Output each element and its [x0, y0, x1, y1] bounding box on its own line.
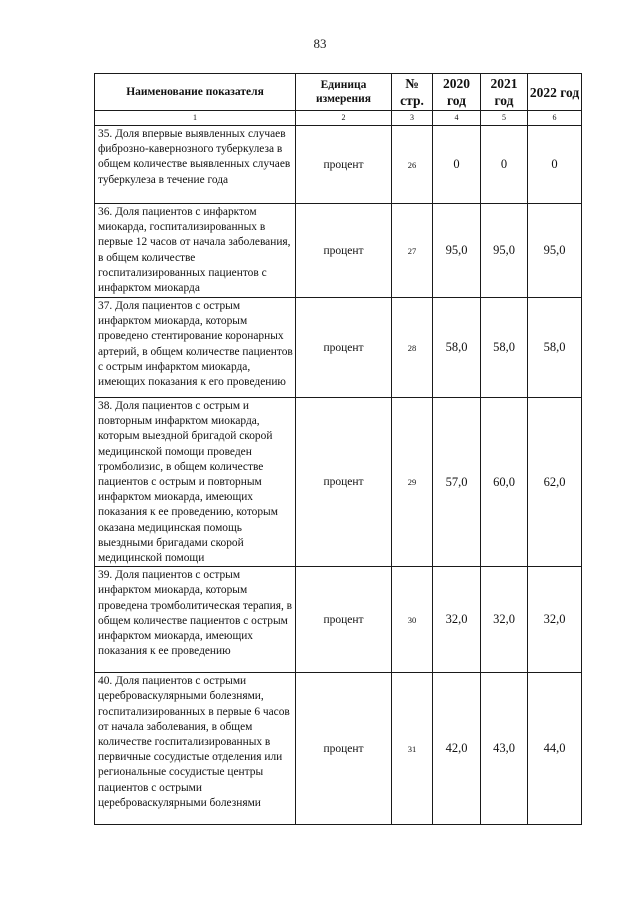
- indicator-name: 39. Доля пациентов с острым инфарктом миокарда, которым проведена тромболитическая терапия, в общем количестве пациентов с острым инфарктом миокарда, имеющих показания к ее проведению: [95, 567, 296, 673]
- indicator-unit: процент: [296, 567, 392, 673]
- indicator-name: 38. Доля пациентов с острым и повторным инфарктом миокарда, которым выездной бригадой скорой медицинской помощи проведен тромболизис, в общем количестве пациентов с острым и повторным инфарктом миокарда, имеющих показания к ее проведению, которым оказана медицинская помощь выездными бригадами скорой медицинской помощи: [95, 398, 296, 567]
- indicator-name: 36. Доля пациентов с инфарктом миокарда, госпитализированных в первые 12 часов от начала заболевания, в общем количестве госпитализированных пациентов с инфарктом миокарда: [95, 204, 296, 298]
- indicator-page: 30: [392, 567, 433, 673]
- value-2022: 95,0: [528, 204, 582, 298]
- value-2020: 42,0: [433, 673, 481, 825]
- indicator-unit: процент: [296, 298, 392, 398]
- header-page: № стр.: [392, 74, 433, 111]
- column-number-row: [95, 111, 582, 126]
- table-row: [95, 567, 582, 673]
- value-2020: 95,0: [433, 204, 481, 298]
- indicator-name: 40. Доля пациентов с острыми цереброваскулярными болезнями, госпитализированных в первые 6 часов от начала заболевания, в общем количестве госпитализированных в первичные сосудистые отделения или региональные сосудистые центры пациентов с острыми цереброваскулярными болезнями: [95, 673, 296, 825]
- indicator-unit: процент: [296, 126, 392, 204]
- indicator-page: 26: [392, 126, 433, 204]
- table-row: [95, 126, 582, 204]
- page-number: 83: [313, 36, 327, 51]
- indicator-page: 29: [392, 398, 433, 567]
- column-number: 6: [528, 111, 582, 126]
- value-2022: 0: [528, 126, 582, 204]
- value-2020: 58,0: [433, 298, 481, 398]
- column-number: 3: [392, 111, 433, 126]
- value-2021: 95,0: [481, 204, 528, 298]
- header-name: Наименование показателя: [95, 74, 296, 111]
- value-2020: 32,0: [433, 567, 481, 673]
- indicator-unit: процент: [296, 673, 392, 825]
- column-number: 5: [481, 111, 528, 126]
- indicator-page: 27: [392, 204, 433, 298]
- column-number: 4: [433, 111, 481, 126]
- header-2021: 2021 год: [481, 74, 528, 111]
- value-2020: 0: [433, 126, 481, 204]
- value-2021: 32,0: [481, 567, 528, 673]
- indicator-page: 28: [392, 298, 433, 398]
- table-row: [95, 673, 582, 825]
- indicator-name: 35. Доля впервые выявленных случаев фиброзно-кавернозного туберкулеза в общем количестве выявленных случаев туберкулеза в течение года: [95, 126, 296, 204]
- value-2021: 58,0: [481, 298, 528, 398]
- indicator-unit: процент: [296, 204, 392, 298]
- value-2022: 44,0: [528, 673, 582, 825]
- indicators-table: [94, 73, 582, 825]
- header-2022: 2022 год: [528, 74, 582, 111]
- indicator-page: 31: [392, 673, 433, 825]
- column-number: 1: [95, 111, 296, 126]
- indicator-unit: процент: [296, 398, 392, 567]
- table-row: [95, 298, 582, 398]
- table-row: [95, 398, 582, 567]
- header-row: [95, 74, 582, 111]
- value-2022: 58,0: [528, 298, 582, 398]
- table-row: [95, 204, 582, 298]
- value-2020: 57,0: [433, 398, 481, 567]
- value-2021: 43,0: [481, 673, 528, 825]
- column-number: 2: [296, 111, 392, 126]
- value-2021: 60,0: [481, 398, 528, 567]
- value-2021: 0: [481, 126, 528, 204]
- value-2022: 32,0: [528, 567, 582, 673]
- indicator-name: 37. Доля пациентов с острым инфарктом миокарда, которым проведено стентирование коронарных артерий, в общем количестве пациентов с острым инфарктом миокарда, имеющих показания к его проведению: [95, 298, 296, 398]
- value-2022: 62,0: [528, 398, 582, 567]
- header-unit: Единица измерения: [296, 74, 392, 111]
- header-2020: 2020 год: [433, 74, 481, 111]
